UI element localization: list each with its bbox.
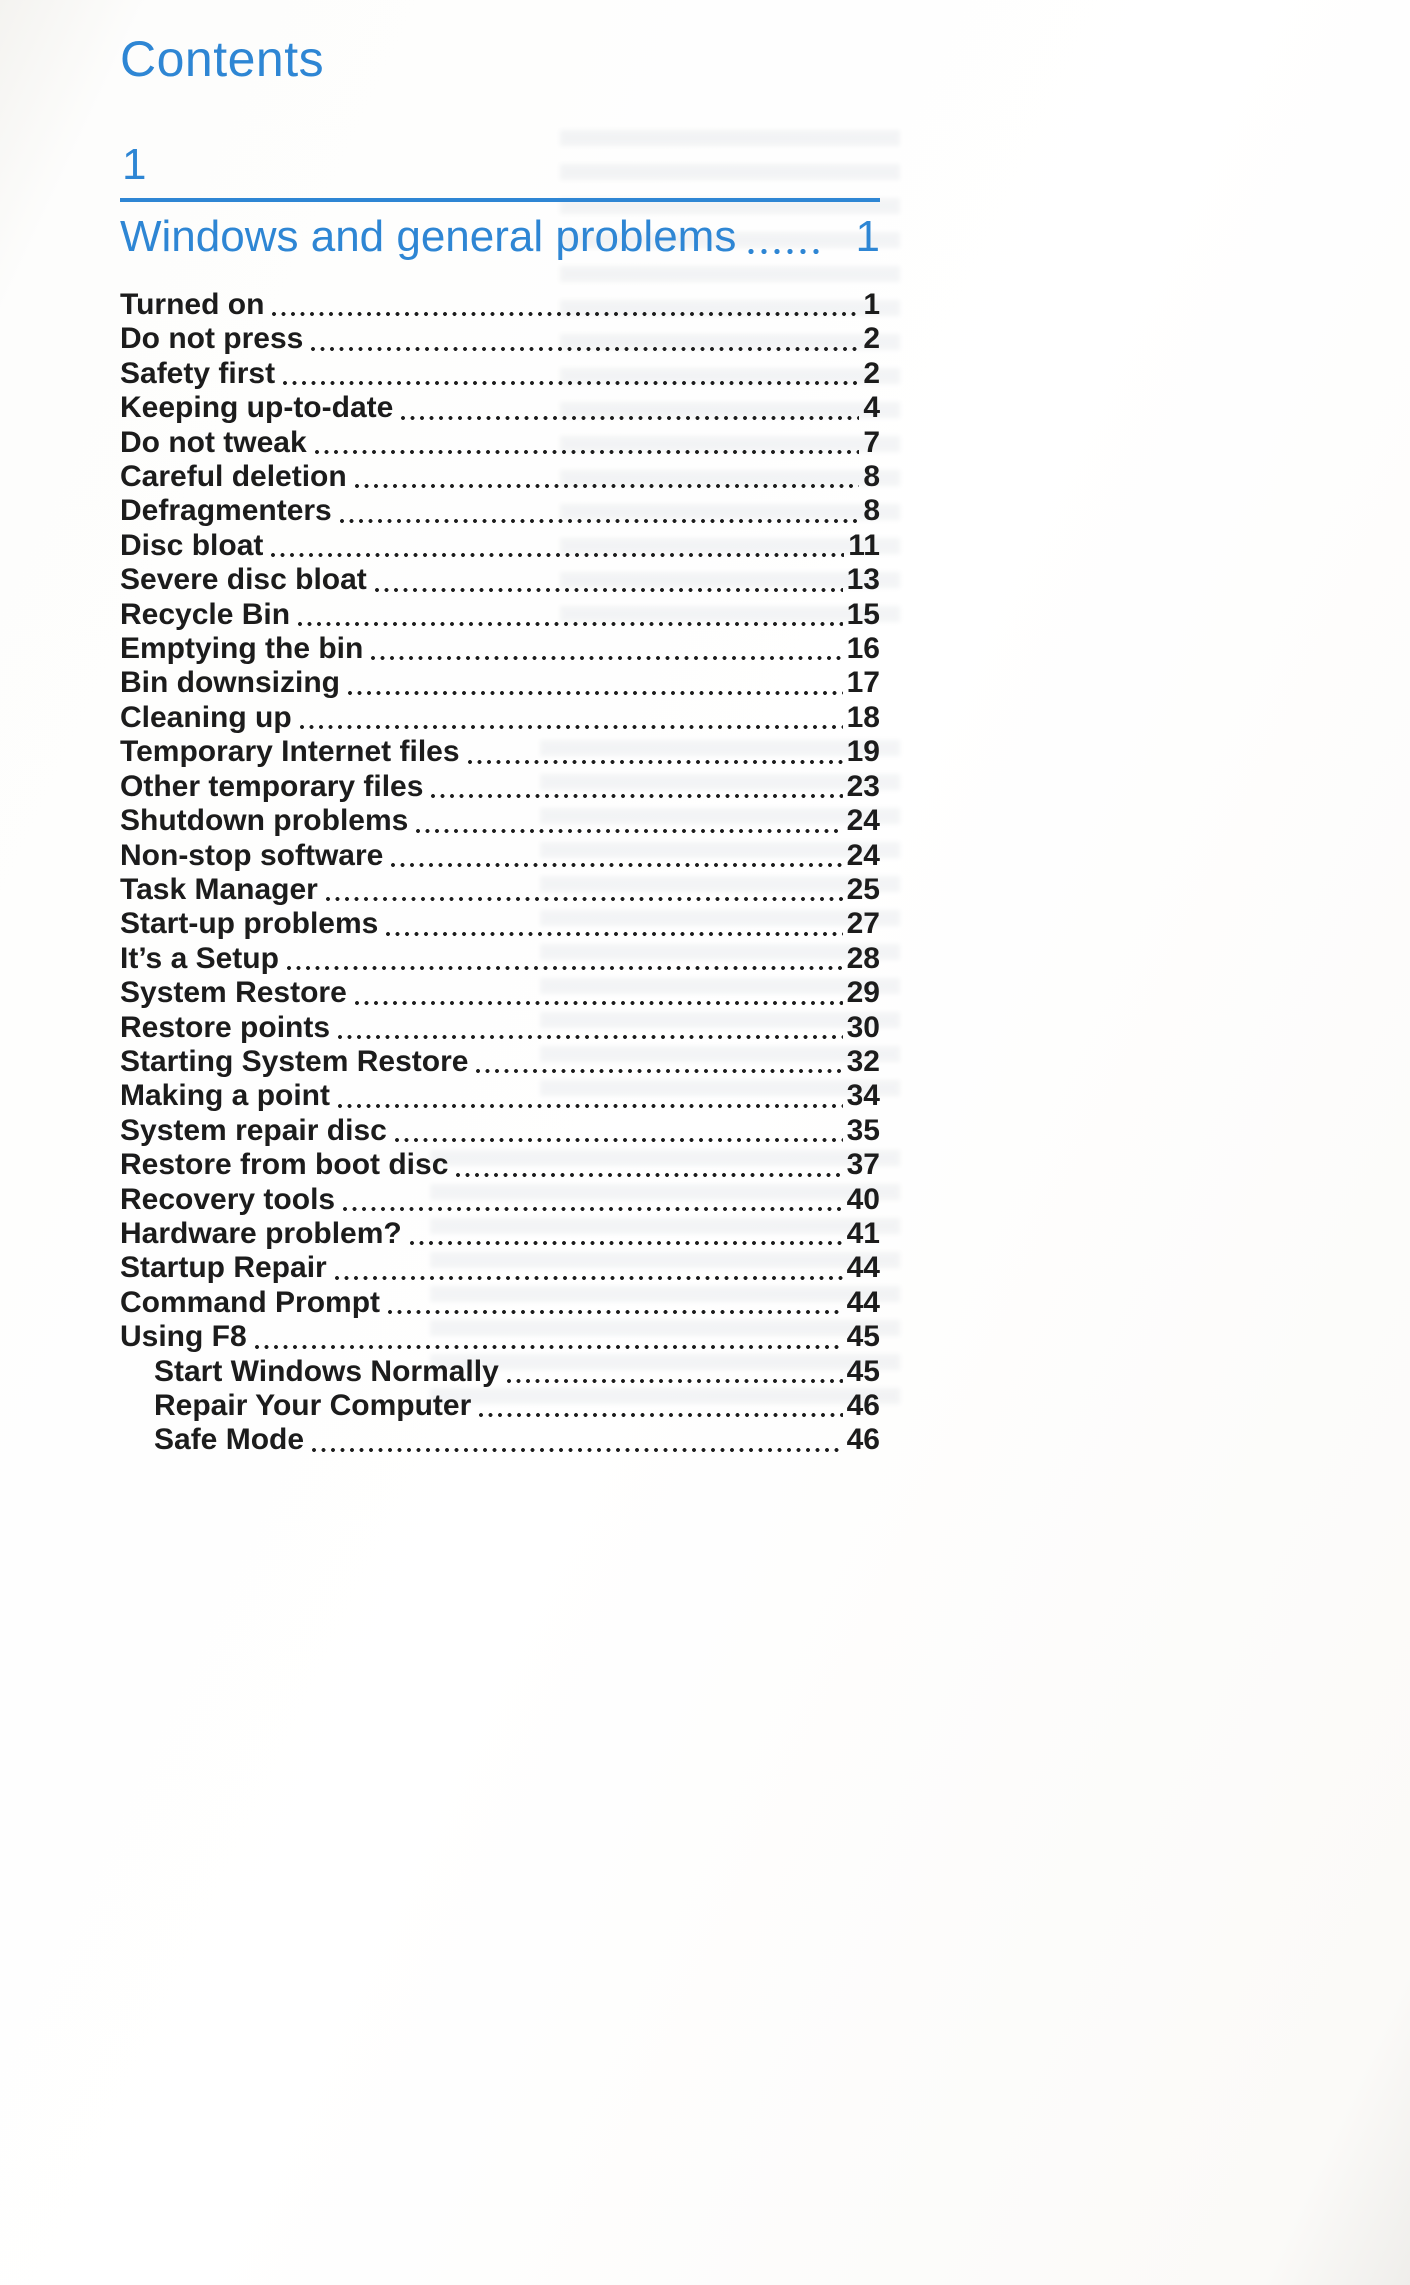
entry-page-number: 7 — [863, 425, 880, 459]
entry-page-number: 35 — [846, 1113, 880, 1147]
toc-entry — [120, 1423, 880, 1457]
leader-dots — [343, 1207, 843, 1211]
toc-entry — [120, 426, 880, 460]
toc-entry — [120, 460, 880, 494]
entry-label: Recycle Bin — [120, 597, 291, 631]
entry-label: Emptying the bin — [120, 632, 364, 666]
entry-page-number: 2 — [863, 322, 880, 356]
entry-label: Non-stop software — [120, 838, 384, 872]
entry-label: Careful deletion — [120, 460, 347, 494]
entry-page-number: 23 — [846, 769, 880, 803]
entry-label: Severe disc bloat — [120, 563, 367, 597]
toc-entry — [120, 804, 880, 838]
entry-page-number: 45 — [846, 1320, 880, 1354]
toc-entry — [120, 632, 880, 666]
toc-entry — [120, 907, 880, 941]
table-of-contents — [120, 30, 880, 1458]
toc-entry — [120, 288, 880, 322]
entry-page-number: 1 — [863, 288, 880, 321]
leader-dots — [476, 1069, 842, 1073]
leader-dots — [431, 794, 842, 798]
leader-dots — [748, 249, 826, 254]
entry-page-number: 25 — [846, 872, 880, 906]
entry-page-number: 44 — [846, 1285, 880, 1319]
leader-dots — [416, 829, 842, 833]
leader-dots — [391, 863, 842, 867]
entry-label: Starting System Restore — [120, 1044, 469, 1078]
toc-entry — [120, 322, 880, 356]
leader-dots — [395, 1138, 843, 1142]
toc-entry — [120, 357, 880, 391]
entry-page-number: 18 — [846, 700, 880, 734]
entry-page-number: 41 — [846, 1216, 880, 1250]
entry-page-number: 28 — [846, 941, 880, 975]
toc-entry — [120, 1251, 880, 1285]
entry-page-number: 13 — [846, 563, 880, 597]
leader-dots — [311, 347, 859, 351]
leader-dots — [371, 656, 842, 660]
entry-label: Turned on — [120, 288, 265, 321]
entry-page-number: 27 — [846, 907, 880, 941]
toc-entry — [120, 1286, 880, 1320]
entry-label: Cleaning up — [120, 700, 292, 734]
leader-dots — [287, 966, 843, 970]
toc-entry — [120, 494, 880, 528]
leader-dots — [388, 1310, 843, 1314]
entry-label: Recovery tools — [120, 1182, 336, 1216]
entry-page-number: 4 — [863, 391, 880, 425]
entry-page-number: 34 — [846, 1079, 880, 1113]
leader-dots — [340, 519, 860, 523]
entry-label: Keeping up-to-date — [120, 391, 394, 425]
leader-dots — [401, 416, 859, 420]
entry-page-number: 44 — [846, 1251, 880, 1285]
toc-entry — [120, 563, 880, 597]
entry-label: Using F8 — [120, 1320, 247, 1354]
entry-page-number: 32 — [846, 1044, 880, 1078]
leader-dots — [479, 1413, 842, 1417]
entry-label: Start Windows Normally — [154, 1354, 499, 1388]
entry-page-number: 15 — [846, 597, 880, 631]
toc-entry — [120, 1079, 880, 1113]
entry-label: Safety first — [120, 356, 276, 390]
entry-page-number: 37 — [846, 1148, 880, 1182]
leader-dots — [272, 312, 859, 316]
leader-dots — [335, 1276, 843, 1280]
entry-label: Do not tweak — [120, 425, 307, 459]
toc-entry — [120, 1389, 880, 1423]
entry-page-number: 8 — [863, 494, 880, 528]
entry-label: Making a point — [120, 1079, 330, 1113]
entry-label: It’s a Setup — [120, 941, 279, 975]
toc-entry — [120, 1148, 880, 1182]
entry-label: Restore from boot disc — [120, 1148, 449, 1182]
toc-entry — [120, 598, 880, 632]
entry-label: Repair Your Computer — [154, 1389, 472, 1422]
entry-label: Temporary Internet files — [120, 735, 460, 769]
entry-label: Command Prompt — [120, 1285, 381, 1319]
entry-page-number: 11 — [848, 528, 880, 562]
toc-entry — [120, 1045, 880, 1079]
chapter-divider-rule — [120, 198, 880, 202]
entry-label: System repair disc — [120, 1113, 387, 1147]
chapter-title-row — [120, 212, 880, 262]
toc-entry — [120, 1114, 880, 1148]
entry-label: Hardware problem? — [120, 1216, 402, 1250]
entry-label: Task Manager — [120, 872, 318, 906]
entry-label: Restore points — [120, 1010, 331, 1044]
contents-heading: Contents — [120, 31, 325, 87]
toc-entry — [120, 942, 880, 976]
leader-dots — [255, 1345, 843, 1349]
entry-label: System Restore — [120, 976, 347, 1010]
entry-page-number: 29 — [846, 976, 880, 1010]
entry-page-number: 2 — [863, 356, 880, 390]
entry-label: Startup Repair — [120, 1251, 327, 1285]
entry-label: Other temporary files — [120, 769, 424, 803]
leader-dots — [456, 1173, 842, 1177]
toc-entry — [120, 839, 880, 873]
toc-entry — [120, 735, 880, 769]
leader-dots — [312, 1448, 843, 1452]
leader-dots — [283, 381, 859, 385]
toc-entry — [120, 701, 880, 735]
leader-dots — [338, 1035, 843, 1039]
entry-page-number: 30 — [846, 1010, 880, 1044]
entry-page-number: 24 — [846, 838, 880, 872]
entry-label: Safe Mode — [154, 1423, 305, 1457]
toc-entry — [120, 770, 880, 804]
leader-dots — [326, 897, 843, 901]
leader-dots — [298, 622, 843, 626]
entry-page-number: 46 — [846, 1423, 880, 1457]
toc-entry — [120, 391, 880, 425]
entry-label: Bin downsizing — [120, 666, 340, 700]
entry-page-number: 16 — [846, 632, 880, 666]
toc-entry — [120, 1183, 880, 1217]
entry-label: Defragmenters — [120, 494, 332, 528]
entry-page-number: 40 — [846, 1182, 880, 1216]
entry-label: Start-up problems — [120, 907, 379, 941]
toc-entry — [120, 1355, 880, 1389]
entry-label: Disc bloat — [120, 528, 264, 562]
toc-entry — [120, 1217, 880, 1251]
leader-dots — [300, 725, 843, 729]
entry-page-number: 19 — [846, 735, 880, 769]
leader-dots — [468, 760, 843, 764]
toc-entry-list — [120, 288, 880, 1458]
entry-label: Shutdown problems — [120, 804, 409, 838]
leader-dots — [355, 1001, 843, 1005]
leader-dots — [315, 450, 860, 454]
entry-page-number: 17 — [846, 666, 880, 700]
toc-entry — [120, 976, 880, 1010]
leader-dots — [386, 932, 842, 936]
chapter-number: 1 — [122, 140, 147, 189]
toc-entry — [120, 873, 880, 907]
leader-dots — [271, 553, 844, 557]
entry-page-number: 46 — [846, 1389, 880, 1422]
leader-dots — [410, 1241, 843, 1245]
entry-page-number: 24 — [846, 804, 880, 838]
toc-entry — [120, 1011, 880, 1045]
toc-entry — [120, 666, 880, 700]
leader-dots — [348, 691, 843, 695]
chapter-page-number: 1 — [855, 212, 880, 261]
leader-dots — [507, 1379, 843, 1383]
entry-page-number: 8 — [863, 460, 880, 494]
chapter-title: Windows and general problems — [120, 212, 737, 261]
leader-dots — [338, 1104, 843, 1108]
leader-dots — [355, 484, 860, 488]
leader-dots — [375, 588, 843, 592]
entry-page-number: 45 — [846, 1354, 880, 1388]
toc-entry — [120, 529, 880, 563]
entry-label: Do not press — [120, 322, 304, 356]
toc-entry — [120, 1320, 880, 1354]
